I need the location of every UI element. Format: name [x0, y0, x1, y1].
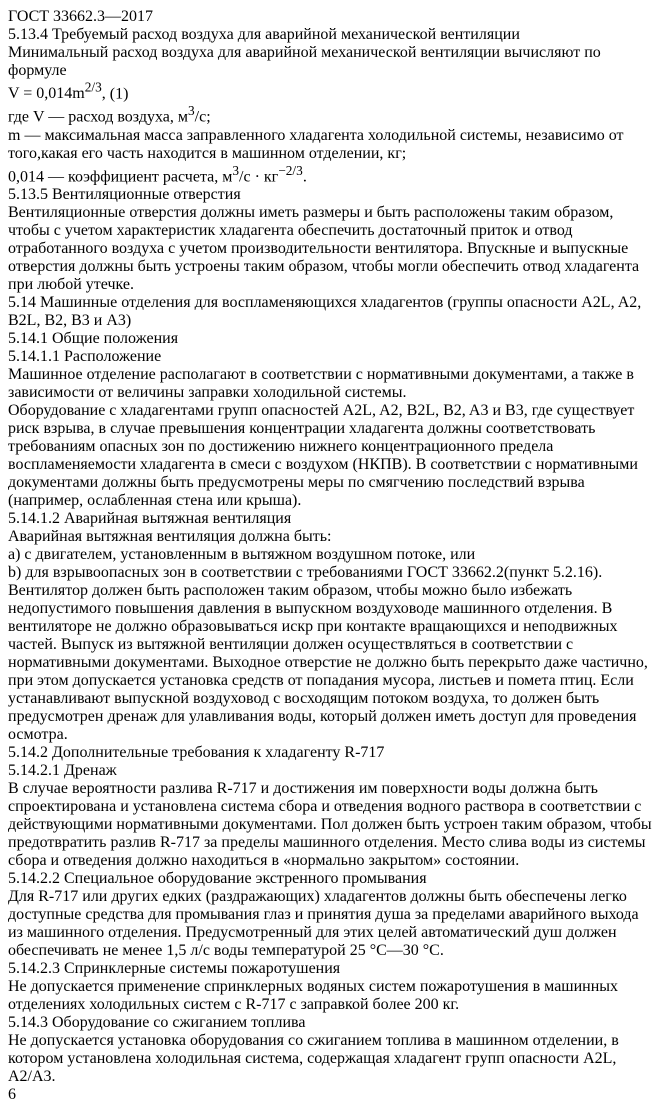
section-5-13-5-heading: 5.13.5 Вентиляционные отверстия [8, 185, 241, 203]
section-5-14-2-2-heading: 5.14.2.2 Специальное оборудование экстренного промывания [8, 869, 427, 887]
formula-expression: $V = 0,014m^{2/3}$, [8, 80, 106, 103]
formula-number: (1) [109, 85, 129, 103]
list-item-b: b) для взрывоопасных зон в соответствии с требованиями ГОСТ 33662.2(пункт 5.2.16). [8, 563, 603, 581]
section-5-13-4-intro: Минимальный расход воздуха для аварийной механической вентиляции вычисляют по формуле [8, 44, 601, 79]
formula-1 [8, 80, 653, 103]
standard-reference-link[interactable]: ГОСТ 33662.2(пункт 5.2.16) [406, 563, 599, 581]
where-m-definition: m — максимальная масса заправленного хладагента холодильной системы, независимо от того,какая его часть находится в машинном отделении, кг; [8, 126, 624, 162]
section-5-14-2-1-heading: 5.14.2.1 Дренаж [8, 761, 117, 779]
section-5-14-1-1-paragraph-2: Оборудование с хладагентами групп опасностей A2L, A2, B2L, B2, A3 и B3, где существует риск взрыва, в случае превышения концентрации хладагента должны соответствовать требованиям опасных зон по достижению нижнего концентрационного предела воспламеняемости хладагента в смеси с воздухом (НКПВ). В соответствии с нормативными документами должны быть предусмотрены меры по смягчению последствий взрыва (например, ослабленная стена или крыша). [8, 401, 638, 509]
section-5-14-3-paragraph: Не допускается установка оборудования со сжиганием топлива в машинном отделении, в котором установлена холодильная система, содержащая хладагент групп опасности A2L, A2/A3. [8, 1031, 619, 1085]
section-5-13-5-text: Вентиляционные отверстия должны иметь размеры и быть расположены таким образом, чтобы с учетом характеристик хладагента обеспечить достаточный приток и отвод отработанного воздуха с учетом производительности вентилятора. Впускные и выпускные отверстия должны быть устроены таким образом, чтобы могли обеспечить отвод хладагента при любой утечке. [8, 203, 640, 293]
section-5-14-1-heading: 5.14.1 Общие положения [8, 329, 179, 347]
section-5-13-4-heading: 5.13.4 Требуемый расход воздуха для аварийной механической вентиляции [8, 26, 520, 43]
section-5-14-1-2-paragraph-1: Аварийная вытяжная вентиляция должна быть: [8, 527, 332, 545]
section-5-14-2-3-heading: 5.14.2.3 Спринклерные системы пожаротушения [8, 959, 341, 977]
section-5-14-2-3-paragraph: Не допускается применение спринклерных водяных систем пожаротушения в машинных отделениях холодильных систем с R-717 с заправкой более 200 кг. [8, 977, 619, 1013]
section-5-14-2-heading: 5.14.2 Дополнительные требования к хладагенту R-717 [8, 743, 385, 761]
document-header: ГОСТ 33662.3—2017 [8, 8, 154, 25]
section-5-14-1-1-paragraph-1: Машинное отделение располагают в соответствии с нормативными документами, а также в зависимости от величины заправки холодильной системы. [8, 365, 634, 401]
section-5-14-3-heading: 5.14.3 Оборудование со сжиганием топлива [8, 1013, 306, 1031]
document-body [8, 26, 653, 1086]
where-v-definition: где V — расход воздуха, $м^3/с$; [8, 103, 211, 126]
list-item-a: а) с двигателем, установленным в вытяжном воздушном потоке, или [8, 545, 476, 563]
section-5-14-heading: 5.14 Машинные отделения для воспламеняющихся хладагентов (группы опасности A2L, A2, B2L, B2, B3 и A3) [8, 293, 642, 329]
section-5-14-1-2-paragraph-2: Вентилятор должен быть расположен таким образом, чтобы можно было избежать недопустимого повышения давления в выпускном воздуховоде машинного отделения. В вентиляторе не должно образовываться искр при контакте вращающихся и неподвижных частей. Выпуск из вытяжной вентиляции должен осуществляться в соответствии с нормативными документами. Выходное отверстие не должно быть перекрыто даже частично, при этом допускается установка средств от попадания мусора, листьев и помета птиц. Если устанавливают выпускной воздуховод с восходящим потоком воздуха, то должен быть предусмотрен дренаж для улавливания воды, который должен иметь доступ для проведения осмотра. [8, 581, 648, 743]
where-coefficient-definition: 0,014 — коэффициент расчета, $м^3/с \cdot кг^{-2/3}$. [8, 162, 307, 185]
section-5-14-1-2-heading: 5.14.1.2 Аварийная вытяжная вентиляция [8, 509, 292, 527]
page-number: 6 [8, 1085, 16, 1103]
section-5-14-2-1-paragraph: В случае вероятности разлива R-717 и достижения им поверхности воды должна быть спроектирована и установлена система сбора и отведения водного раствора в соответствии с действующими нормативными документами. Пол должен быть устроен таким образом, чтобы предотвратить разлив R-717 за пределы машинного отделения. Место слива воды из системы сбора и отведения должно находиться в «нормально закрытом» состоянии. [8, 779, 652, 869]
section-5-14-1-1-heading: 5.14.1.1 Расположение [8, 347, 162, 365]
section-5-14-2-2-paragraph: Для R-717 или других едких (раздражающих) хладагентов должны быть обеспечены легко доступные средства для промывания глаз и принятия душа за пределами аварийного выхода из машинного отделения. Предусмотренный для этих целей автоматический душ должен обеспечивать не менее 1,5 л/с воды температурой 25 °С—30 °С. [8, 887, 639, 959]
